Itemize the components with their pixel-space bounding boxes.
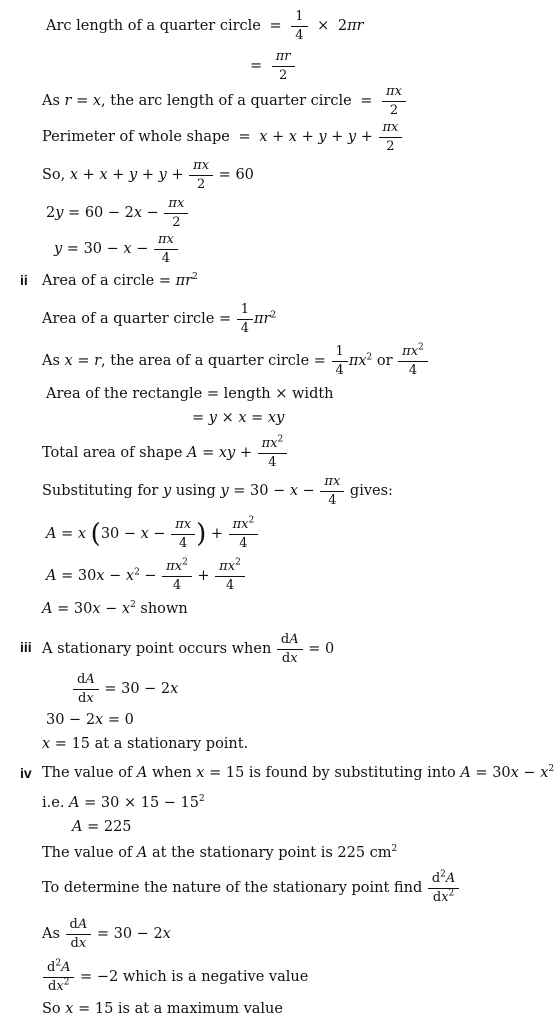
derivative-zero-line: 30 − 2x = 0	[46, 712, 134, 728]
fraction-one-quarter: $\frac{1}{4}$	[334, 345, 346, 377]
second-derivative-line: $\frac{d^2A}{dx^2}$ = −2 which is a negative value	[42, 961, 308, 993]
fraction-d2A-dx2: $\frac{d^2A}{dx^2}$	[45, 961, 72, 993]
arc-length-label: Arc length of a quarter circle	[46, 18, 261, 35]
fraction-pi-x-over-4: $\frac{\pi x}{4}$	[173, 518, 193, 550]
as-derivative-line: As $\frac{dA}{dx}$ = 30 − 2x	[42, 917, 171, 951]
part-label-ii: ii	[20, 272, 28, 288]
fraction-pi-x2-over-4: $\frac{\pi x^2}{4}$	[400, 345, 426, 377]
fraction-dA-dx: $\frac{dA}{dx}$	[68, 918, 90, 950]
fraction-pi-x-over-2: $\frac{\pi x}{2}$	[166, 197, 186, 229]
fraction-pi-x-over-2: $\frac{\pi x}{2}$	[381, 121, 401, 153]
value-of-A-line: The value of A when x = 15 is found by substituting into $A = 30x - x^2$	[42, 764, 554, 781]
fraction-pi-x-over-4: $\frac{\pi x}{4}$	[156, 233, 176, 265]
fraction-one-quarter: $\frac{1}{4}$	[239, 303, 251, 335]
substitution-line: Substituting for y using y = 30 − x − $\frac{\pi x}{4}$ gives:	[42, 474, 393, 508]
determine-nature-line: To determine the nature of the stationary point find $\frac{d^2A}{dx^2}$	[42, 872, 460, 904]
fraction-pi-r-over-2: $\frac{\pi r}{2}$	[274, 50, 293, 82]
perimeter-line: Perimeter of whole shape = x + x + y + y + $\frac{\pi x}{2}$	[42, 121, 403, 153]
A-equals-225-line: A = 225	[72, 819, 132, 835]
area-circle-line: Area of a circle = $\pi r^2$	[42, 272, 198, 289]
perimeter-equation-line: So, x + x + y + y + $\frac{\pi x}{2}$ = 60	[42, 158, 254, 192]
fraction-d2A-dx2: $\frac{d^2A}{dx^2}$	[430, 872, 457, 904]
fraction-pi-x2-over-4: $\frac{\pi x^2}{4}$	[260, 437, 286, 469]
fraction-pi-x-over-4: $\frac{\pi x}{4}$	[322, 475, 342, 507]
area-shown-line: $A = 30x - x^2$ shown	[42, 600, 188, 617]
y-expression-line: y = 30 − x − $\frac{\pi x}{4}$	[54, 233, 179, 265]
maximum-conclusion-line: So x = 15 is at a maximum value	[42, 1001, 283, 1017]
area-rectangle-line: Area of the rectangle = length × width	[46, 386, 334, 402]
fraction-pi-x2-over-4: $\frac{\pi x^2}{4}$	[164, 560, 190, 592]
stationary-condition-line: A stationary point occurs when $\frac{dA}{dx}$ = 0	[42, 632, 335, 666]
part-label-iii: iii	[20, 639, 32, 655]
derivative-line: $\frac{dA}{dx}$ = 30 − 2x	[72, 673, 178, 705]
fraction-dA-dx: $\frac{dA}{dx}$	[75, 673, 97, 705]
fraction-pi-x2-over-4: $\frac{\pi x^2}{4}$	[231, 518, 257, 550]
fraction-pi-x-over-2: $\frac{\pi x}{2}$	[384, 85, 404, 117]
x-stationary-line: x = 15 at a stationary point.	[42, 736, 249, 752]
ie-calculation-line: i.e. $A = 30 \times 15 - 15^2$	[42, 794, 205, 811]
area-quarter-x-line: As x = r, the area of a quarter circle = $\frac{1}{4}$ $\pi x^2$ or $\frac{\pi x^2}{4}$	[42, 345, 429, 377]
value-at-stationary-line: The value of A at the stationary point is 225 $cm^2$	[42, 844, 398, 861]
area-substituted-line: A = x (30 − x − $\frac{\pi x}{4}$ ) + $\frac{\pi x^2}{4}$	[46, 518, 259, 550]
fraction-pi-x-over-2: $\frac{\pi x}{2}$	[191, 159, 211, 191]
arc-length-result-line: = $\frac{\pi r}{2}$	[246, 50, 296, 82]
fraction-dA-dx: $\frac{dA}{dx}$	[279, 633, 301, 665]
total-area-line: Total area of shape A = xy + $\frac{\pi x^2}{4}$	[42, 437, 288, 469]
fraction-one-quarter: $\frac{1}{4}$	[293, 10, 305, 42]
arc-length-x-line: As r = x, the arc length of a quarter circle = $\frac{\pi x}{2}$	[42, 85, 407, 117]
area-rectangle-result-line: = y × x = xy	[192, 410, 285, 426]
area-expanded-line: $A = 30x - x^2$ − $\frac{\pi x^2}{4}$ + $\frac{\pi x^2}{4}$	[46, 560, 246, 592]
area-quarter-line: Area of a quarter circle = $\frac{1}{4}$ $\pi r^2$	[42, 302, 277, 336]
two-y-line: 2y = 60 − 2x − $\frac{\pi x}{2}$	[46, 197, 189, 229]
part-label-iv: iv	[20, 765, 32, 781]
arc-length-line: Arc length of a quarter circle = $\frac{1}{4}$ × 2πr	[46, 9, 364, 43]
fraction-pi-x2-over-4: $\frac{\pi x^2}{4}$	[217, 560, 243, 592]
